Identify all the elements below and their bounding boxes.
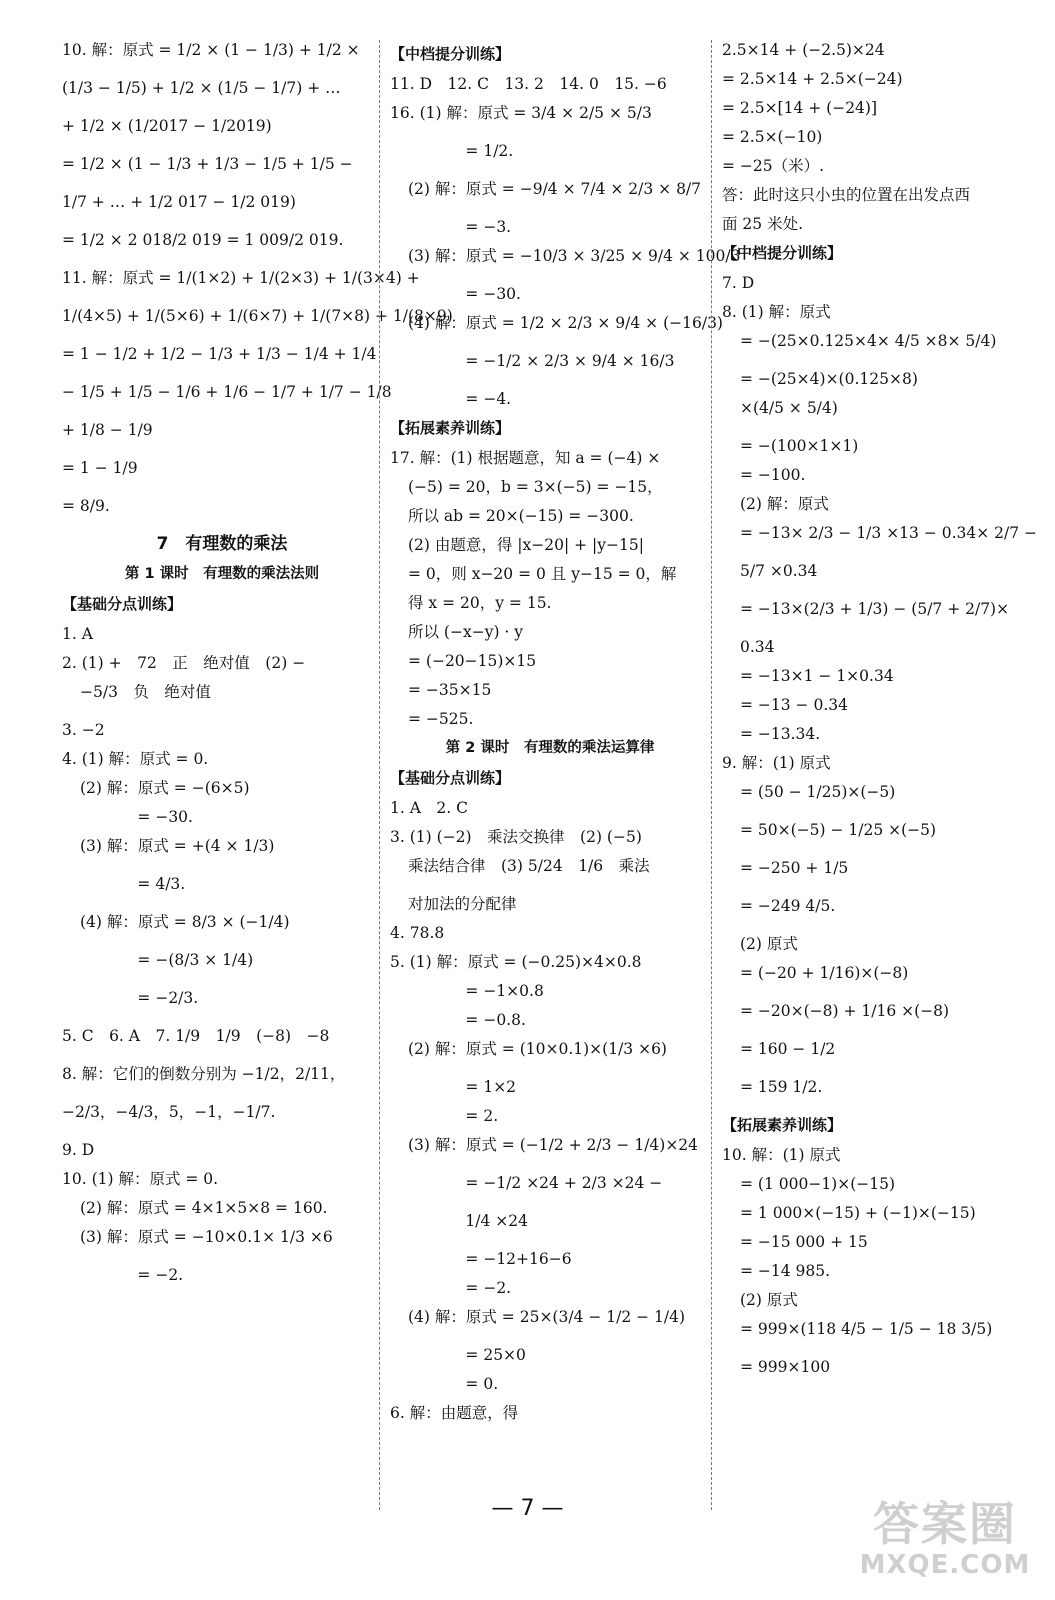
section-header: 【拓展素养训练】 [722, 1116, 843, 1134]
page-number: — 7 — [491, 1496, 564, 1521]
answer-line: = −13.34. [740, 725, 821, 743]
answer-line: 1. A [62, 625, 93, 643]
watermark-url: MXQE.COM [859, 1550, 1031, 1580]
answer-line: = 159 1/2. [740, 1078, 823, 1096]
answer-line: = 1 − 1/2 + 1/2 − 1/3 + 1/3 − 1/4 + 1/4 [62, 345, 377, 363]
section-header: 【中档提分训练】 [390, 45, 511, 63]
answer-line: = −(25×4)×(0.125×8) [740, 370, 918, 388]
answer-line: = 2. [426, 1107, 499, 1125]
answer-line: = 999×100 [740, 1358, 831, 1376]
answer-line: (2) 原式 [740, 1291, 798, 1309]
answer-line: = −1/2 × 2/3 × 9/4 × 16/3 [426, 352, 675, 370]
answer-line: (2) 解：原式 = 4×1×5×8 = 160. [80, 1199, 328, 1217]
answer-line: 所以 (−x−y) · y [408, 623, 524, 641]
answer-line: = −(100×1×1) [740, 437, 859, 455]
answer-line: = −3. [426, 218, 512, 236]
section-header: 【基础分点训练】 [62, 595, 183, 613]
answer-line: (2) 解：原式 = −(6×5) [80, 779, 250, 797]
answer-line: = −13× 2/3 − 1/3 ×13 − 0.34× 2/7 − [740, 524, 1038, 542]
answer-line: (2) 解：原式 = (10×0.1)×(1/3 ×6) [408, 1040, 667, 1058]
answer-line: 4. 78.8 [390, 924, 445, 942]
lesson-subtitle: 第 1 课时 有理数的乘法法则 [124, 566, 320, 582]
answer-line: (3) 解：原式 = +(4 × 1/3) [80, 837, 275, 855]
answer-line: 10. 解：原式 = 1/2 × (1 − 1/3) + 1/2 × [62, 41, 360, 59]
answer-line: 5/7 ×0.34 [740, 562, 818, 580]
answer-line: = 1×2 [426, 1078, 517, 1096]
answer-line: 4. (1) 解：原式 = 0. [62, 750, 209, 768]
chapter-title: 7 有理数的乘法 [156, 534, 288, 554]
answer-line: = 1 − 1/9 [62, 459, 138, 477]
answer-line: = 0. [426, 1375, 499, 1393]
answer-line: 0.34 [740, 638, 775, 656]
answer-line: = (−20 + 1/16)×(−8) [740, 964, 909, 982]
answer-line: = 1/2 × (1 − 1/3 + 1/3 − 1/5 + 1/5 − [62, 155, 353, 173]
answer-line: = −35×15 [408, 681, 492, 699]
section-header: 【基础分点训练】 [390, 769, 511, 787]
answer-line: = −2. [426, 1279, 512, 1297]
answer-line: = −4. [426, 390, 512, 408]
answer-line: 得 x = 20，y = 15. [408, 594, 552, 612]
answer-line: 1/4 ×24 [426, 1212, 528, 1230]
answer-line: 9. D [62, 1141, 95, 1159]
watermark-logo [855, 1488, 1035, 1588]
answer-line: 答：此时这只小虫的位置在出发点西 [722, 186, 971, 204]
answer-line: = −12+16−6 [426, 1250, 572, 1268]
answer-line: 5. C 6. A 7. 1/9 1/9 (−8) −8 [62, 1027, 330, 1045]
answer-line: 10. 解：(1) 原式 [722, 1146, 841, 1164]
answer-line: = −1/2 ×24 + 2/3 ×24 − [426, 1174, 663, 1192]
answer-line: = −249 4/5. [740, 897, 836, 915]
section-header: 【拓展素养训练】 [390, 419, 511, 437]
answer-line: = 2.5×(−10) [722, 128, 823, 146]
answer-line: − 1/5 + 1/5 − 1/6 + 1/6 − 1/7 + 1/7 − 1/8 [62, 383, 392, 401]
answer-line: (4) 解：原式 = 1/2 × 2/3 × 9/4 × (−16/3) [408, 314, 723, 332]
answer-line: = −1×0.8 [426, 982, 544, 1000]
answer-line: 7. D [722, 274, 755, 292]
answer-line: = −2. [98, 1266, 184, 1284]
answer-line: = −525. [408, 710, 474, 728]
answer-line: = 2.5×14 + 2.5×(−24) [722, 70, 903, 88]
lesson-subtitle: 第 2 课时 有理数的乘法运算律 [445, 740, 655, 756]
answer-line: 11. 解：原式 = 1/(1×2) + 1/(2×3) + 1/(3×4) + [62, 269, 420, 287]
answer-line: −5/3 负 绝对值 [80, 683, 211, 701]
answer-line: 3. (1) (−2) 乘法交换律 (2) (−5) [390, 828, 642, 846]
answer-line: 对加法的分配律 [408, 895, 517, 913]
answer-line: = 4/3. [98, 875, 186, 893]
answer-line: (−5) = 20，b = 3×(−5) = −15， [408, 478, 663, 496]
answer-line: = −30. [426, 285, 521, 303]
answer-line: = 8/9. [62, 497, 110, 515]
section-header: 【中档提分训练】 [722, 244, 843, 262]
answer-line: −2/3，−4/3，5，−1，−1/7. [62, 1103, 276, 1121]
answer-line: = −(25×0.125×4× 4/5 ×8× 5/4) [740, 332, 997, 350]
answer-line: + 1/2 × (1/2017 − 1/2019) [62, 117, 272, 135]
answer-line: = −13×1 − 1×0.34 [740, 667, 894, 685]
answer-line: = 999×(118 4/5 − 1/5 − 18 3/5) [740, 1320, 993, 1338]
answer-line: = −20×(−8) + 1/16 ×(−8) [740, 1002, 950, 1020]
answer-line: (2) 解：原式 = −9/4 × 7/4 × 2/3 × 8/7 [408, 180, 702, 198]
answer-line: 16. (1) 解：原式 = 3/4 × 2/5 × 5/3 [390, 104, 652, 122]
answer-line: 2. (1) + 72 正 绝对值 (2) − [62, 654, 306, 672]
answer-line: 1. A 2. C [390, 799, 468, 817]
answer-line: (3) 解：原式 = (−1/2 + 2/3 − 1/4)×24 [408, 1136, 699, 1154]
answer-line: (3) 解：原式 = −10×0.1× 1/3 ×6 [80, 1228, 333, 1246]
answer-line: ×(4/5 × 5/4) [740, 399, 838, 417]
answer-line: 2.5×14 + (−2.5)×24 [722, 41, 885, 59]
column-divider [379, 40, 380, 1510]
answer-line: + 1/8 − 1/9 [62, 421, 153, 439]
answer-line: 3. −2 [62, 721, 105, 739]
answer-line: (4) 解：原式 = 25×(3/4 − 1/2 − 1/4) [408, 1308, 686, 1326]
answer-line: = 0，则 x−20 = 0 且 y−15 = 0，解 [408, 565, 677, 583]
answer-line: = 160 − 1/2 [740, 1040, 836, 1058]
answer-line: 10. (1) 解：原式 = 0. [62, 1170, 219, 1188]
answer-line: 6. 解：由题意，得 [390, 1404, 519, 1422]
answer-line: = 50×(−5) − 1/25 ×(−5) [740, 821, 937, 839]
answer-line: = −13×(2/3 + 1/3) − (5/7 + 2/7)× [740, 600, 1010, 618]
answer-line: 所以 ab = 20×(−15) = −300. [408, 507, 634, 525]
answer-line: = −250 + 1/5 [740, 859, 849, 877]
answer-line: 乘法结合律 (3) 5/24 1/6 乘法 [408, 857, 650, 875]
watermark-text: 答案圈 [873, 1497, 1017, 1551]
answer-line: (2) 由题意，得 |x−20| + |y−15| [408, 536, 644, 554]
answer-line: (4) 解：原式 = 8/3 × (−1/4) [80, 913, 290, 931]
answer-line: = (1 000−1)×(−15) [740, 1175, 896, 1193]
answer-line: = −(8/3 × 1/4) [98, 951, 254, 969]
answer-line: = 1 000×(−15) + (−1)×(−15) [740, 1204, 976, 1222]
answer-line: 1/(4×5) + 1/(5×6) + 1/(6×7) + 1/(7×8) + 1/(8×9) [62, 307, 453, 325]
answer-line: 11. D 12. C 13. 2 14. 0 15. −6 [390, 75, 667, 93]
answer-line: = −15 000 + 15 [740, 1233, 868, 1251]
answer-line: = 1/2 × 2 018/2 019 = 1 009/2 019. [62, 231, 344, 249]
answer-column-right [722, 40, 1037, 1386]
answer-line: 1/7 + … + 1/2 017 − 1/2 019) [62, 193, 296, 211]
answer-line: 8. 解：它们的倒数分别为 −1/2，2/11， [62, 1065, 346, 1083]
answer-line: = (50 − 1/25)×(−5) [740, 783, 896, 801]
answer-line: = 25×0 [426, 1346, 526, 1364]
answer-line: 面 25 米处. [722, 215, 804, 233]
answer-line: = −14 985. [740, 1262, 831, 1280]
answer-line: (3) 解：原式 = −10/3 × 3/25 × 9/4 × 100/3 [408, 247, 741, 265]
answer-line: 17. 解：(1) 根据题意，知 a = (−4) × [390, 449, 661, 467]
answer-line: 5. (1) 解：原式 = (−0.25)×4×0.8 [390, 953, 642, 971]
answer-line: = −13 − 0.34 [740, 696, 848, 714]
answer-line: 8. (1) 解：原式 [722, 303, 831, 321]
answer-line: = (−20−15)×15 [408, 652, 537, 670]
answer-line: (1/3 − 1/5) + 1/2 × (1/5 − 1/7) + … [62, 79, 341, 97]
answer-line: = −30. [98, 808, 193, 826]
answer-line: = −100. [740, 466, 806, 484]
answer-line: = −0.8. [426, 1011, 526, 1029]
answer-line: = 2.5×[14 + (−24)] [722, 99, 878, 117]
answer-line: 9. 解：(1) 原式 [722, 754, 831, 772]
answer-line: = −2/3. [98, 989, 199, 1007]
answer-line: = 1/2. [426, 142, 514, 160]
answer-line: (2) 解：原式 [740, 495, 829, 513]
column-divider [711, 40, 712, 1510]
answer-line: (2) 原式 [740, 935, 798, 953]
answer-line: = −25（米）. [722, 157, 825, 175]
